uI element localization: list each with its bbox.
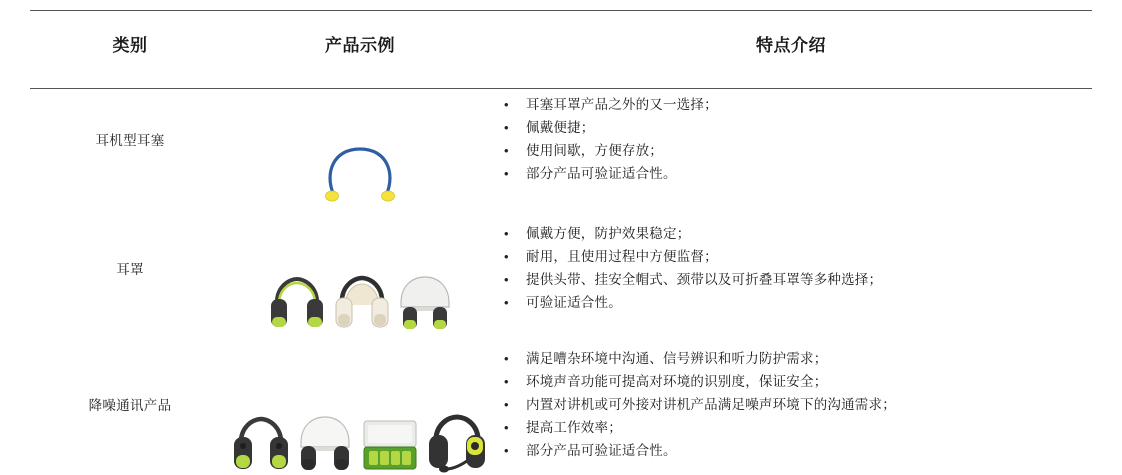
product-comparison-table (30, 14, 1092, 475)
list-item: • 部分产品可验证适合性。 (496, 162, 1092, 185)
column-header-category: 类别 (112, 36, 148, 55)
earmuff-white-beige-icon (333, 273, 391, 333)
earmuff-electronic-green-icon (232, 413, 290, 475)
earmuff-helmet-mounted-green-icon (397, 273, 453, 333)
product-image-cell (230, 203, 490, 333)
headset-comm-yellow-boom-mic-icon (426, 413, 488, 475)
table-header-row (30, 14, 1092, 75)
list-item: • 可验证适合性。 (496, 291, 1092, 314)
table-row (30, 203, 1092, 333)
list-item: • 耳塞耳罩产品之外的又一选择； (496, 93, 1092, 116)
feature-list (496, 93, 1092, 185)
features-cell (490, 333, 1092, 475)
list-item: • 佩戴方便，防护效果稳定； (496, 222, 1092, 245)
list-item: • 耐用，且使用过程中方便监督； (496, 245, 1092, 268)
features-cell (490, 203, 1092, 333)
category-label: 耳机型耳塞 (95, 133, 165, 148)
list-item: • 内置对讲机或可外接对讲机产品满足噪声环境下的沟通需求； (496, 393, 1092, 416)
earmuff-helmet-white-icon (296, 413, 354, 475)
list-item: • 满足嘈杂环境中沟通、信号辨识和听力防护需求； (496, 347, 1092, 370)
product-image-cell (230, 75, 490, 203)
list-item: • 提供头带、挂安全帽式、颈带以及可折叠耳罩等多种选择； (496, 268, 1092, 291)
table-top-rule (30, 10, 1092, 11)
list-item: • 部分产品可验证适合性。 (496, 439, 1092, 462)
feature-list (496, 222, 1092, 314)
feature-list (496, 347, 1092, 462)
list-item: • 佩戴便捷； (496, 116, 1092, 139)
features-cell (490, 75, 1092, 203)
list-item: • 环境声音功能可提高对环境的识别度，保证安全； (496, 370, 1092, 393)
column-header-features: 特点介绍 (756, 36, 826, 55)
column-header-products: 产品示例 (325, 36, 395, 55)
product-image-cell (230, 333, 490, 475)
earmuff-green-headband-icon (267, 273, 327, 333)
earmuff-case-green-kit-icon (360, 413, 420, 475)
banded-earplug-blue-yellow-icon (317, 139, 403, 203)
table-row (30, 75, 1092, 203)
table-row (30, 333, 1092, 475)
category-label: 降噪通讯产品 (88, 398, 172, 413)
list-item: • 使用间歇，方便存放； (496, 139, 1092, 162)
list-item: • 提高工作效率； (496, 416, 1092, 439)
category-label: 耳罩 (116, 262, 144, 277)
